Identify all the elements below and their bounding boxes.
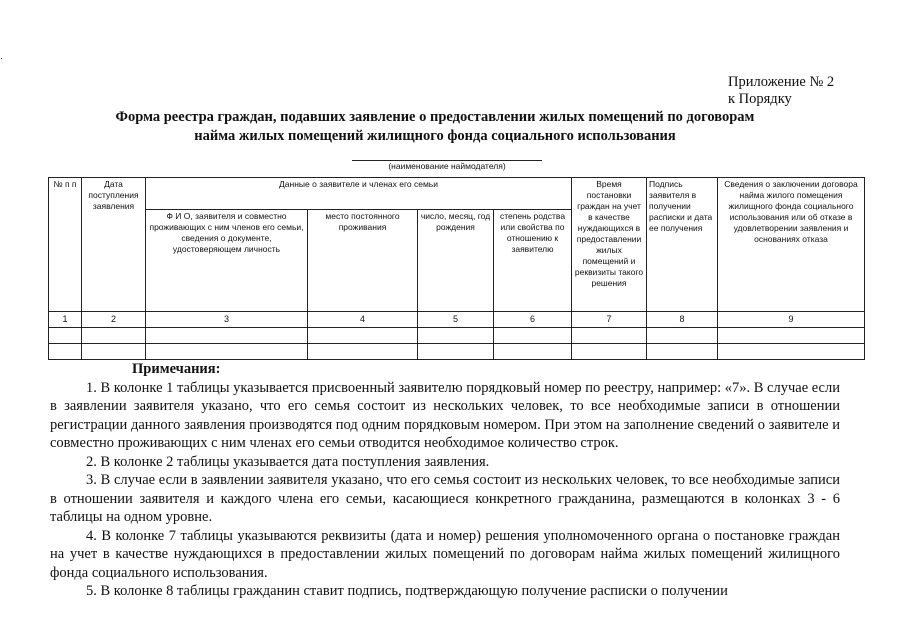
header-col-3: Ф И О, заявителя и совместно проживающих с ним членов его семьи, сведения о документе, удостоверяющем личность [146,210,308,312]
table-cell [718,343,865,359]
column-number: 6 [494,311,572,327]
table-cell [647,327,718,343]
column-number: 9 [718,311,865,327]
column-number: 3 [146,311,308,327]
landlord-caption: (наименование наймодателя) [352,160,542,171]
column-number: 5 [418,311,494,327]
table-cell [718,327,865,343]
header-col-8: Подпись заявителя в получении расписки и дата ее получения [647,178,718,312]
header-col-7: Время постановки граждан на учет в качестве нуждающихся в предоставлении жилых помещений и реквизиты такого решения [572,178,647,312]
table-cell [418,327,494,343]
table-cell [494,327,572,343]
table-cell [82,327,146,343]
table-cell [146,327,308,343]
table-cell [308,327,418,343]
notes-section [50,360,840,601]
table-cell [494,343,572,359]
column-number: 4 [308,311,418,327]
column-number: 8 [647,311,718,327]
notes-heading: Примечания: [132,361,221,377]
table-row [49,327,865,343]
document-title [60,108,810,146]
header-col-5: число, месяц, год рождения [418,210,494,312]
table-cell [49,327,82,343]
header-col-2: Дата поступления заявления [82,178,146,312]
table-cell [82,343,146,359]
table-row [49,343,865,359]
note-5: 5. В колонке 8 таблицы гражданин ставит подпись, подтверждающую получение расписки о получении [86,583,728,599]
header-col-4: место постоянного проживания [308,210,418,312]
registry-table [48,177,865,360]
title-line2: найма жилых помещений жилищного фонда социального использования [194,128,676,144]
column-number: 1 [49,311,82,327]
header-col-9: Сведения о заключении договора найма жилого помещения жилищного фонда социального использования или об отказе в удовлетворении заявления и основаниях отказа [718,178,865,312]
note-4: 4. В колонке 7 таблицы указываются реквизиты (дата и номер) решения уполномоченного органа о постановке граждан на учет в качестве нуждающихся в предоставлении жилых помещений по договорам найма жилых помещений жилищного фонда социального использования. [50,527,840,581]
table-cell [49,343,82,359]
table-cell [572,343,647,359]
table-cell [572,327,647,343]
margin-mark: · [0,53,3,63]
note-3: 3. В случае если в заявлении заявителя указано, что его семья состоит из нескольких человек, то все необходимые записи в отношении заявителя и каждого члена его семьи, касающиеся конкретного гражданина, размещаются в колонках 3 - 6 таблицы на одном уровне. [50,472,840,525]
header-col-6: степень родства или свойства по отношению к заявителю [494,210,572,312]
table-cell [647,343,718,359]
table-cell [146,343,308,359]
note-1: 1. В колонке 1 таблицы указывается присвоенный заявителю порядковый номер по реестру, например: «7». В случае если в заявлении заявителя указано, что его семья состоит из нескольких человек, то все необходимые записи в отношении регистрации данного заявления производятся под одним порядковым номером. При этом на заполнение сведений о заявителе и совместно проживающих с ним членах его семьи отводится необходимое количество строк. [50,379,840,451]
table-cell [308,343,418,359]
column-number-row [49,311,865,327]
appendix-line1: Приложение № 2 [728,74,835,90]
column-number: 7 [572,311,647,327]
table-cell [418,343,494,359]
appendix-line2: к Порядку [728,91,792,107]
title-line1: Форма реестра граждан, подавших заявление о предоставлении жилых помещений по договорам [115,109,755,125]
header-group-applicant: Данные о заявителе и членах его семьи [146,178,572,210]
header-col-1: № п п [49,178,82,312]
column-number: 2 [82,311,146,327]
appendix-label [728,74,834,108]
note-2: 2. В колонке 2 таблицы указывается дата поступления заявления. [86,453,490,470]
